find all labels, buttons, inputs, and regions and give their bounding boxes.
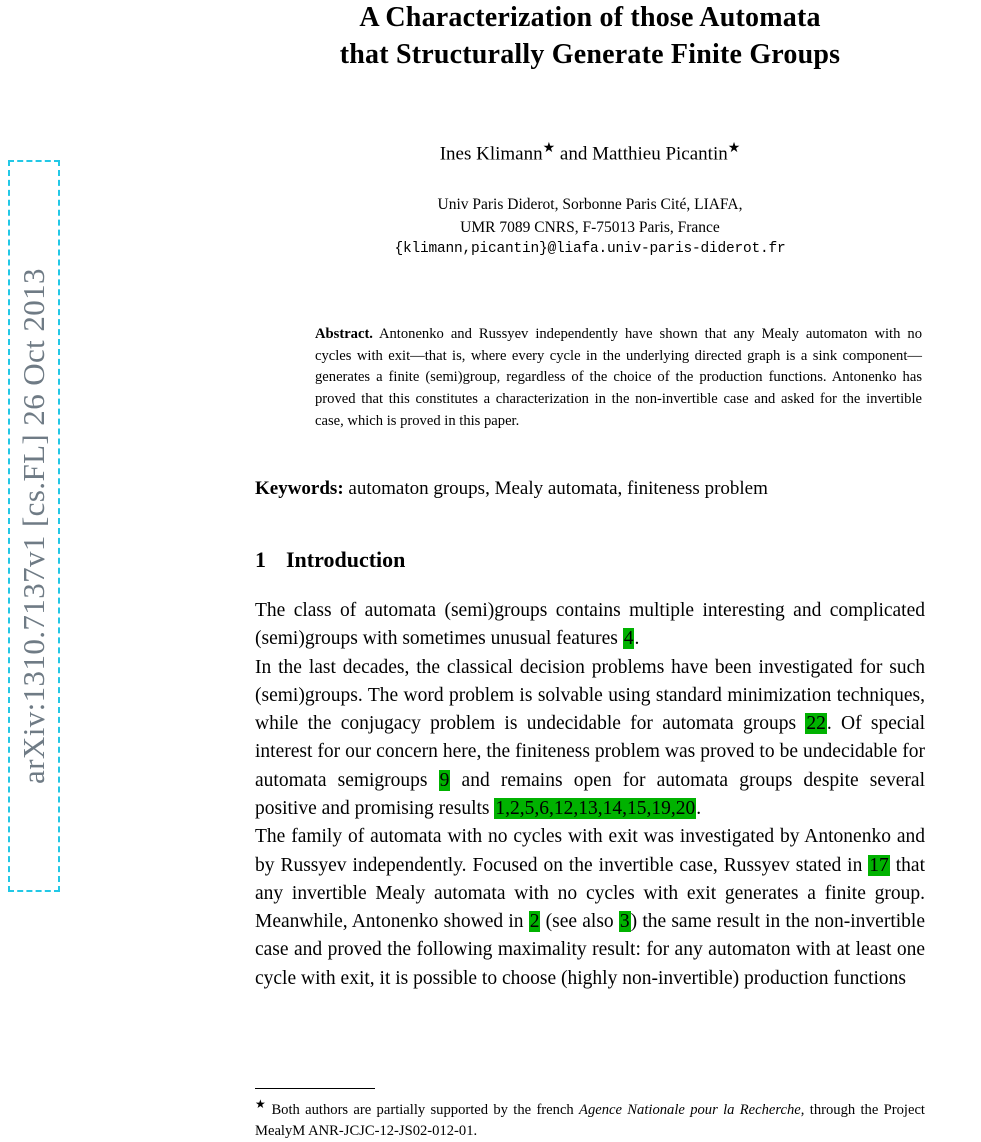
arxiv-stamp	[8, 160, 60, 892]
abstract-block	[315, 324, 922, 432]
author-1-footnote-marker: ★	[542, 140, 556, 156]
citation-link[interactable]: 6	[539, 798, 550, 820]
citation-link[interactable]: 19	[651, 798, 671, 820]
citation-link[interactable]: 2	[510, 798, 520, 820]
keywords-block	[255, 478, 925, 500]
paragraph-3-text-c: (see also	[540, 911, 619, 933]
footnote-italic-title: Agence Nationale pour la Recherche	[579, 1101, 801, 1118]
paper-content	[255, 0, 925, 993]
citation-link[interactable]: 2	[529, 911, 540, 933]
paragraph-3	[255, 823, 925, 993]
section-heading-introduction	[255, 547, 925, 573]
citation-link[interactable]: 1	[495, 798, 506, 820]
abstract-text: Antonenko and Russyev independently have shown that any Mealy automaton with no cycles with exit—that is, where every cycle in the underlying directed graph is a sink component—generates a finite (semi)group, regardless of the choice of the production functions. Antonenko has proved that this constitutes a characterization in the non-invertible case and asked for the invertible case, which is proved in this paper.	[315, 326, 922, 429]
citation-link[interactable]: 15	[627, 798, 647, 820]
paragraph-2-text-b: . Of special interest for our concern here, the finiteness problem was proved to be undecidable for automata semigroups	[255, 713, 926, 791]
introduction-body	[255, 597, 925, 993]
footnote-text-a: Both authors are partially supported by the french	[271, 1101, 580, 1118]
author-list	[255, 140, 925, 165]
paragraph-2	[255, 654, 925, 824]
citation-link[interactable]: 22	[806, 713, 826, 735]
footnote-block	[255, 1088, 925, 1141]
citation-link[interactable]: 3	[619, 911, 630, 933]
paragraph-2-text-d: .	[696, 798, 702, 820]
footnote-marker: ★	[255, 1097, 268, 1111]
citation-link[interactable]: 9	[439, 769, 450, 791]
citation-link[interactable]: 13	[578, 798, 598, 820]
author-2: Matthieu Picantin	[592, 143, 728, 165]
paragraph-3-text-a: The family of automata with no cycles with exit was investigated by Antonenko and by Russyev independently. Focused on the invertible case, Russyev stated in	[255, 826, 925, 876]
arxiv-stamp-text: arXiv:1310.7137v1 [cs.FL] 26 Oct 2013	[16, 268, 51, 784]
paragraph-2-text-c: and remains open for automata groups despite several positive and promising results	[255, 769, 925, 820]
paragraph-3-text-b: that any invertible Mealy automata with no cycles with exit generates a finite group. Meanwhile, Antonenko showed in	[255, 854, 925, 933]
citation-link[interactable]: 20	[675, 798, 696, 820]
footnote-rule	[255, 1088, 375, 1089]
citation-link[interactable]: 4	[623, 628, 634, 650]
affiliation-line-1: Univ Paris Diderot, Sorbonne Paris Cité, LIAFA,	[437, 196, 743, 214]
citation-link[interactable]: 17	[869, 854, 889, 876]
paragraph-3-text-d: ) the same result in the non-invertible case and proved the following maximality result: for any automaton with at least one cycle with exit, it is possible to choose (highly non-invertible) production functions	[255, 911, 925, 989]
section-number: 1	[255, 547, 266, 573]
footnote-text	[255, 1096, 925, 1141]
keywords-heading: Keywords:	[255, 478, 344, 500]
citation-link[interactable]: 12	[553, 798, 574, 820]
citation-link[interactable]: 14	[602, 798, 623, 820]
page-title	[255, 0, 925, 74]
paragraph-2-text-a: In the last decades, the classical decision problems have been investigated for such (semi)groups. The word problem is solvable using standard minimization techniques, while the conjugacy problem is undecidable for automata groups	[255, 656, 925, 735]
footnote-text-b: , through the Project MealyM ANR-JCJC-12-JS02-012-01.	[255, 1101, 925, 1139]
affiliation-line-2: UMR 7089 CNRS, F-75013 Paris, France	[460, 218, 720, 236]
author-separator: and	[555, 143, 593, 165]
keywords-text: automaton groups, Mealy automata, finiteness problem	[348, 478, 768, 500]
title-line-1: A Characterization of those Automata	[359, 2, 821, 33]
paragraph-1-text-b: .	[634, 628, 640, 650]
abstract-heading: Abstract.	[315, 326, 373, 343]
paragraph-1	[255, 597, 925, 654]
citation-group[interactable]: 1,2,5,6,12,13,14,15,19,20	[495, 798, 696, 820]
author-1: Ines Klimann	[439, 143, 543, 165]
author-2-footnote-marker: ★	[727, 140, 741, 156]
affiliation-email: {klimann,picantin}@liafa.univ-paris-diderot.fr	[394, 241, 786, 258]
section-title: Introduction	[286, 547, 406, 573]
citation-link[interactable]: 5	[524, 798, 535, 820]
affiliation-block	[255, 194, 925, 260]
title-line-2: that Structurally Generate Finite Groups	[339, 38, 841, 70]
paragraph-1-text-a: The class of automata (semi)groups contains multiple interesting and complicated (semi)groups with sometimes unusual features	[255, 600, 925, 650]
